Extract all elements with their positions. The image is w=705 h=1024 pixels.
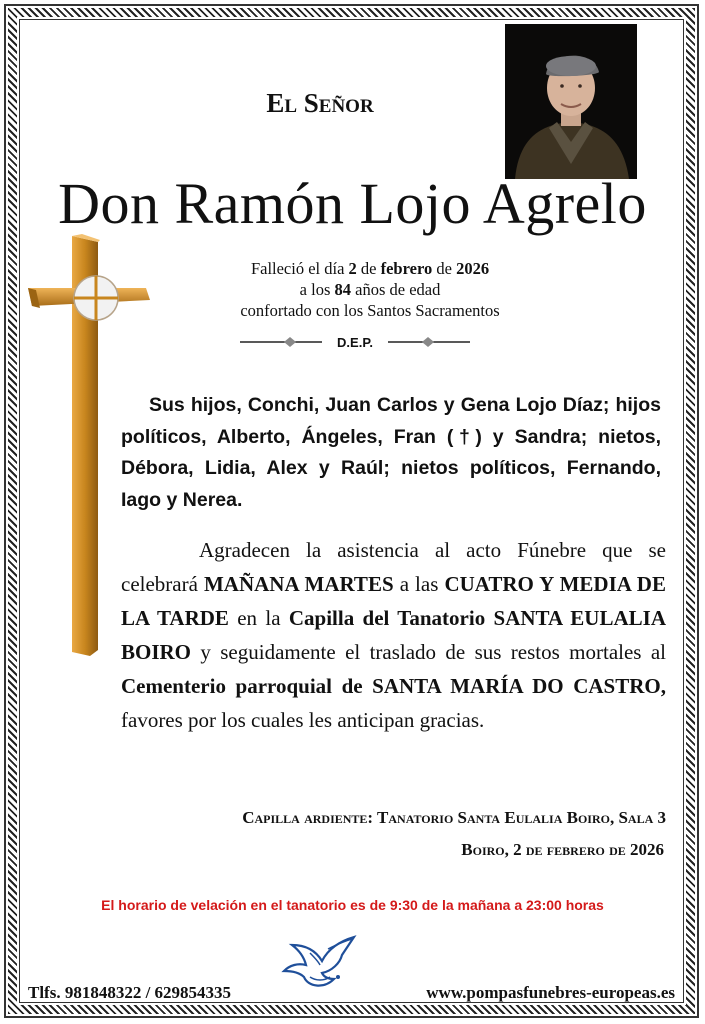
ceremony-text: Agradecen la asistencia al acto Fúnebre que se celebrará MAÑANA MARTES a las CUATRO Y MEDIA DE LA TARDE en la Capilla del Tanatorio SANTA EULALIA BOIRO y seguidamente el traslado de sus restos mortales al Cementerio parroquial de SANTA MARÍA DO CASTRO, favores por los cuales les anticipan gracias. [121, 538, 666, 732]
deceased-name: Don Ramón Lojo Agrelo [58, 171, 647, 236]
death-info [150, 258, 590, 321]
website-link[interactable]: www.pompasfunebres-europeas.es [426, 983, 675, 1002]
family-list: Sus hijos, Conchi, Juan Carlos y Gena Lojo Díaz; hijos políticos, Alberto, Ángeles, Fran (†) y Sandra; nietos, Débora, Lidia, Alex y Raúl; nietos políticos, Fernando, Iago y Nerea. [121, 394, 661, 511]
death-year: 2026 [456, 259, 490, 278]
sacraments-line: confortado con los Santos Sacramentos [240, 301, 500, 320]
title-prefix: El Señor [266, 88, 374, 118]
portrait-photo [505, 24, 637, 179]
capilla-label: Capilla ardiente: [242, 808, 378, 827]
death-date-line: Falleció el día 2 de febrero de 2026 [250, 259, 490, 278]
viewing-hours: El horario de velación en el tanatorio es de 9:30 de la mañana a 23:00 horas [101, 897, 604, 913]
dep-text: D.E.P. [337, 335, 373, 350]
dove-icon [280, 935, 358, 991]
age-value: 84 [334, 280, 351, 299]
place-date: Boiro, 2 de febrero de 2026 [461, 840, 664, 859]
capilla-value: Tanatorio Santa Eulalia Boiro, Sala 3 [377, 808, 666, 827]
dep-separator [240, 332, 470, 352]
age-line: a los 84 años de edad [299, 280, 441, 299]
phone-numbers: Tlfs. 981848322 / 629854335 [28, 983, 232, 1002]
capilla-ardiente [100, 808, 666, 828]
death-day: 2 [348, 259, 357, 278]
death-month: febrero [380, 259, 433, 278]
